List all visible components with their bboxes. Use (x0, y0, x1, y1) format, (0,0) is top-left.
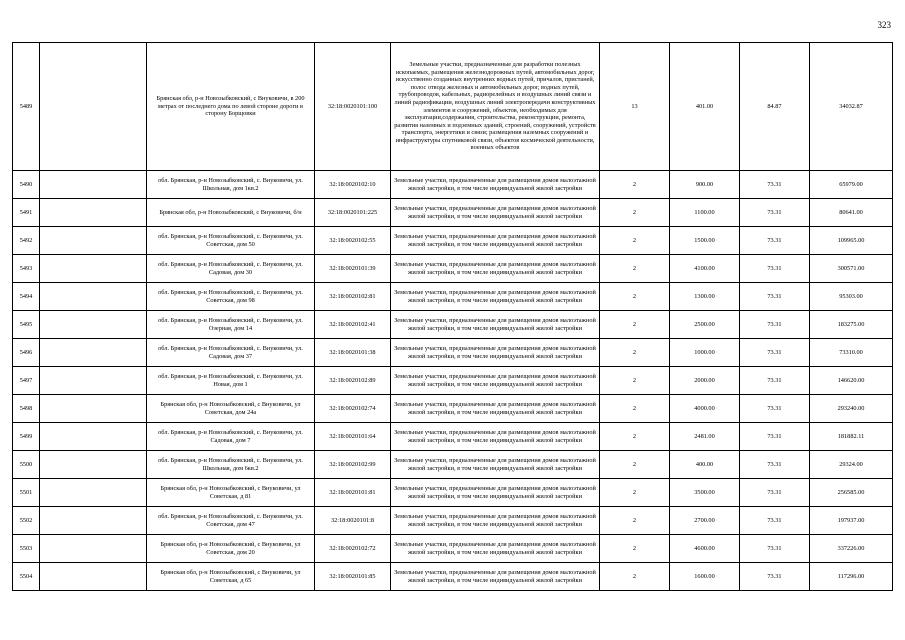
table-row (13, 283, 893, 311)
cell-id: 5498 (13, 395, 40, 423)
cell-cadastral-number: 32:18:0020102:99 (315, 451, 391, 479)
table-row (13, 311, 893, 339)
cell-address: обл. Брянская, р-н Новозыбковский, с. Внуковичи, ул. Новая, дом 1 (147, 367, 315, 395)
cell-cadastral-value: 95303.00 (810, 283, 893, 311)
cell-id: 5493 (13, 255, 40, 283)
cell-permitted-use: Земельные участки, предназначенные для размещения домов малоэтажной жилой застройки, в том числе индивидуальной жилой застройки (391, 451, 600, 479)
cell-address: обл. Брянская, р-н Новозыбковский, с. Внуковичи, ул. Садовая, дом 7 (147, 423, 315, 451)
cell-category: 2 (600, 451, 670, 479)
cell-blank (40, 423, 147, 451)
cell-blank (40, 227, 147, 255)
cell-id: 5494 (13, 283, 40, 311)
cell-cadastral-number: 32:18:0020101:38 (315, 339, 391, 367)
cell-blank (40, 395, 147, 423)
table-row (13, 423, 893, 451)
cell-blank (40, 255, 147, 283)
cell-permitted-use: Земельные участки, предназначенные для размещения домов малоэтажной жилой застройки, в том числе индивидуальной жилой застройки (391, 367, 600, 395)
cell-cadastral-number: 32:18:0020101:64 (315, 423, 391, 451)
cell-category: 2 (600, 283, 670, 311)
cell-area: 4000.00 (670, 395, 740, 423)
cell-permitted-use: Земельные участки, предназначенные для размещения домов малоэтажной жилой застройки, в том числе индивидуальной жилой застройки (391, 507, 600, 535)
cell-category: 13 (600, 43, 670, 171)
cell-id: 5502 (13, 507, 40, 535)
cell-address: Брянская обл, р-н Новозыбковский, с Внуковичи, ул Советская, д 65 (147, 563, 315, 591)
cell-permitted-use: Земельные участки, предназначенные для размещения домов малоэтажной жилой застройки, в том числе индивидуальной жилой застройки (391, 311, 600, 339)
cell-blank (40, 311, 147, 339)
cell-permitted-use: Земельные участки, предназначенные для размещения домов малоэтажной жилой застройки, в том числе индивидуальной жилой застройки (391, 283, 600, 311)
cell-address: обл. Брянская, р-н Новозыбковский, с. Внуковичи, ул. Школьная, дом 1кв.2 (147, 171, 315, 199)
table-row (13, 367, 893, 395)
cell-permitted-use: Земельные участки, предназначенные для размещения домов малоэтажной жилой застройки, в том числе индивидуальной жилой застройки (391, 395, 600, 423)
cell-area: 1500.00 (670, 227, 740, 255)
cell-cadastral-value: 34032.87 (810, 43, 893, 171)
cell-rate: 73.31 (740, 395, 810, 423)
cell-cadastral-number: 32:18:0020102:55 (315, 227, 391, 255)
cell-id: 5504 (13, 563, 40, 591)
cell-rate: 73.31 (740, 535, 810, 563)
cell-rate: 73.31 (740, 479, 810, 507)
cell-address: обл. Брянская, р-н Новозыбковский, с. Внуковичи, ул. Советская, дом 50 (147, 227, 315, 255)
cell-blank (40, 535, 147, 563)
cell-cadastral-value: 80641.00 (810, 199, 893, 227)
cell-category: 2 (600, 311, 670, 339)
cell-area: 4600.00 (670, 535, 740, 563)
cell-rate: 73.31 (740, 423, 810, 451)
cell-permitted-use: Земельные участки, предназначенные для размещения домов малоэтажной жилой застройки, в том числе индивидуальной жилой застройки (391, 339, 600, 367)
cell-id: 5492 (13, 227, 40, 255)
cell-cadastral-number: 32:18:0020101:85 (315, 563, 391, 591)
cell-cadastral-number: 32:18:0020101:225 (315, 199, 391, 227)
registry-body (13, 43, 893, 591)
cell-cadastral-value: 29324.00 (810, 451, 893, 479)
cell-id: 5491 (13, 199, 40, 227)
land-registry-table (12, 42, 893, 591)
cell-rate: 73.31 (740, 563, 810, 591)
cell-area: 2000.00 (670, 367, 740, 395)
cell-area: 3500.00 (670, 479, 740, 507)
cell-blank (40, 479, 147, 507)
cell-cadastral-value: 181882.11 (810, 423, 893, 451)
table-row (13, 227, 893, 255)
cell-permitted-use: Земельные участки, предназначенные для размещения домов малоэтажной жилой застройки, в том числе индивидуальной жилой застройки (391, 227, 600, 255)
cell-cadastral-number: 32:18:0020101:100 (315, 43, 391, 171)
cell-blank (40, 283, 147, 311)
cell-cadastral-value: 146620.00 (810, 367, 893, 395)
cell-id: 5501 (13, 479, 40, 507)
cell-area: 2700.00 (670, 507, 740, 535)
table-row (13, 339, 893, 367)
cell-cadastral-number: 32:18:0020101:81 (315, 479, 391, 507)
cell-id: 5499 (13, 423, 40, 451)
cell-cadastral-value: 65979.00 (810, 171, 893, 199)
cell-area: 2500.00 (670, 311, 740, 339)
cell-area: 4100.00 (670, 255, 740, 283)
table-row (13, 199, 893, 227)
cell-cadastral-value: 293240.00 (810, 395, 893, 423)
cell-cadastral-value: 117296.00 (810, 563, 893, 591)
table-row (13, 535, 893, 563)
cell-category: 2 (600, 395, 670, 423)
cell-blank (40, 451, 147, 479)
cell-rate: 73.31 (740, 507, 810, 535)
cell-rate: 73.31 (740, 283, 810, 311)
cell-area: 2481.00 (670, 423, 740, 451)
table-row (13, 255, 893, 283)
cell-cadastral-value: 256585.00 (810, 479, 893, 507)
cell-cadastral-number: 32:18:0020102:74 (315, 395, 391, 423)
table-row (13, 507, 893, 535)
cell-id: 5496 (13, 339, 40, 367)
cell-category: 2 (600, 171, 670, 199)
cell-area: 1000.00 (670, 339, 740, 367)
cell-area: 1300.00 (670, 283, 740, 311)
cell-permitted-use: Земельные участки, предназначенные для размещения домов малоэтажной жилой застройки, в том числе индивидуальной жилой застройки (391, 535, 600, 563)
cell-area: 1600.00 (670, 563, 740, 591)
cell-rate: 73.31 (740, 367, 810, 395)
cell-category: 2 (600, 199, 670, 227)
table-row (13, 43, 893, 171)
cell-cadastral-number: 32:18:0020102:72 (315, 535, 391, 563)
cell-address: Брянская обл, р-н Новозыбковский, с Внуковичи, ул Советская, дом 24а (147, 395, 315, 423)
table-row (13, 479, 893, 507)
cell-rate: 73.31 (740, 339, 810, 367)
cell-area: 900.00 (670, 171, 740, 199)
cell-category: 2 (600, 423, 670, 451)
cell-id: 5503 (13, 535, 40, 563)
cell-permitted-use: Земельные участки, предназначенные для размещения домов малоэтажной жилой застройки, в том числе индивидуальной жилой застройки (391, 563, 600, 591)
cell-cadastral-number: 32:18:0020102:81 (315, 283, 391, 311)
cell-cadastral-value: 109965.00 (810, 227, 893, 255)
cell-rate: 73.31 (740, 171, 810, 199)
cell-permitted-use: Земельные участки, предназначенные для размещения домов малоэтажной жилой застройки, в том числе индивидуальной жилой застройки (391, 171, 600, 199)
cell-cadastral-number: 32:18:0020101:8 (315, 507, 391, 535)
cell-category: 2 (600, 535, 670, 563)
cell-address: Брянская обл, р-н Новозыбковский, с Внуковичи, ул Советская, д 81 (147, 479, 315, 507)
cell-category: 2 (600, 227, 670, 255)
cell-address: обл. Брянская, р-н Новозыбковский, с. Внуковичи, ул. Садовая, дом 37 (147, 339, 315, 367)
cell-cadastral-value: 197937.00 (810, 507, 893, 535)
cell-category: 2 (600, 479, 670, 507)
cell-blank (40, 171, 147, 199)
cell-address: Брянская обл, р-н Новозыбковский, с Внуковичи, ул Советская, дом 20 (147, 535, 315, 563)
cell-cadastral-number: 32:18:0020102:41 (315, 311, 391, 339)
cell-address: обл. Брянская, р-н Новозыбковский, с. Внуковичи, ул. Советская, дом 98 (147, 283, 315, 311)
cell-rate: 73.31 (740, 311, 810, 339)
cell-cadastral-number: 32:18:0020101:39 (315, 255, 391, 283)
table-row (13, 395, 893, 423)
cell-permitted-use: Земельные участки, предназначенные для размещения домов малоэтажной жилой застройки, в том числе индивидуальной жилой застройки (391, 423, 600, 451)
cell-rate: 73.31 (740, 451, 810, 479)
cell-permitted-use: Земельные участки, предназначенные для размещения домов малоэтажной жилой застройки, в том числе индивидуальной жилой застройки (391, 479, 600, 507)
cell-cadastral-value: 73310.00 (810, 339, 893, 367)
cell-rate: 73.31 (740, 199, 810, 227)
cell-address: Брянская обл, р-н Новозыбковский, с Внуковичи, в 200 метрах от последнего дома по левой стороне дороги в сторону Борщовки (147, 43, 315, 171)
cell-id: 5500 (13, 451, 40, 479)
table-row (13, 451, 893, 479)
cell-blank (40, 199, 147, 227)
cell-category: 2 (600, 507, 670, 535)
cell-blank (40, 367, 147, 395)
cell-blank (40, 339, 147, 367)
table-row (13, 171, 893, 199)
cell-category: 2 (600, 563, 670, 591)
cell-area: 401.00 (670, 43, 740, 171)
cell-address: обл. Брянская, р-н Новозыбковский, с. Внуковичи, ул. Садовая, дом 30 (147, 255, 315, 283)
page-number: 323 (877, 20, 891, 30)
cell-id: 5490 (13, 171, 40, 199)
cell-area: 1100.00 (670, 199, 740, 227)
cell-address: обл. Брянская, р-н Новозыбковский, с. Внуковичи, ул. Озерная, дом 14 (147, 311, 315, 339)
cell-cadastral-value: 337226.00 (810, 535, 893, 563)
cell-blank (40, 43, 147, 171)
cell-category: 2 (600, 339, 670, 367)
cell-category: 2 (600, 255, 670, 283)
cell-blank (40, 507, 147, 535)
cell-cadastral-value: 300571.00 (810, 255, 893, 283)
cell-area: 400.00 (670, 451, 740, 479)
cell-category: 2 (600, 367, 670, 395)
cell-id: 5497 (13, 367, 40, 395)
cell-blank (40, 563, 147, 591)
table-row (13, 563, 893, 591)
cell-rate: 73.31 (740, 255, 810, 283)
cell-id: 5495 (13, 311, 40, 339)
cell-rate: 84.87 (740, 43, 810, 171)
cell-cadastral-value: 183275.00 (810, 311, 893, 339)
cell-address: Брянская обл, р-н Новозыбковский, с Внуковичи, б/н (147, 199, 315, 227)
cell-permitted-use: Земельные участки, предназначенные для размещения домов малоэтажной жилой застройки, в том числе индивидуальной жилой застройки (391, 255, 600, 283)
cell-address: обл. Брянская, р-н Новозыбковский, с. Внуковичи, ул. Советская, дом 47 (147, 507, 315, 535)
cell-id: 5489 (13, 43, 40, 171)
cell-permitted-use: Земельные участки, предназначенные для разработки полезных ископаемых, размещения железнодорожных путей, автомобильных дорог, искусственно созданных внутренних водных путей, причалов, пристаней, полос отвода железных и автомобильных дорог, водных путей, трубопроводов, кабельных, радиорелейных и воздушных линий связи и линий радиофикации, воздушных линий электропередачи конструктивных элементов и сооружений, объектов, необходимых для эксплуатации,содержания, строительства, реконструкции, ремонта, развития наземных и подземных зданий, строений, сооружений, устройств транспорта, энергетики и связи; размещения наземных сооружений и инфраструктуры спутниковой связи, объектов космической деятельности, военных объектов (391, 43, 600, 171)
cell-address: обл. Брянская, р-н Новозыбковский, с. Внуковичи, ул. Школьная, дом 6кв.2 (147, 451, 315, 479)
cell-rate: 73.31 (740, 227, 810, 255)
cell-cadastral-number: 32:18:0020102:89 (315, 367, 391, 395)
cell-cadastral-number: 32:18:0020102:10 (315, 171, 391, 199)
cell-permitted-use: Земельные участки, предназначенные для размещения домов малоэтажной жилой застройки, в том числе индивидуальной жилой застройки (391, 199, 600, 227)
